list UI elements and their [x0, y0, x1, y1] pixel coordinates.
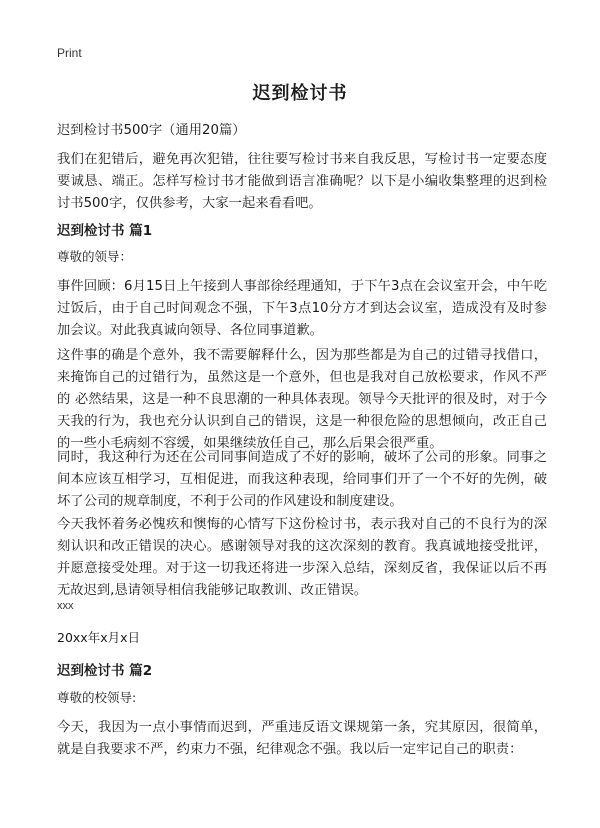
paragraph-2: 这件事的确是个意外，我不需要解释什么，因为那些都是为自己的过错寻找借口，来掩饰自己的过错行为，虽然这是一个意外，但也是我对自己放松要求，作风不严的 必然结果，这是一种不良思潮的一种具体表现。领导今天批评的很及时，对于今天我的行为，我也充分认识到自己的错误，这是一种很危险的思想倾向，改正自己的一些小毛病刻不容缓，如果继续放任自己，那么后果会很严重。	[57, 348, 547, 451]
signature: xxx	[57, 600, 74, 612]
document-title: 迟到检讨书	[252, 83, 348, 104]
paragraph-5: 今天，我因为一点小事情而迟到，严重违反语文课规第一条，究其原因，很简单，就是自我要求不严，约束力不强，纪律观念不强。我以后一定牢记自己的职责：	[57, 720, 547, 757]
salutation-2: 尊敬的校领导:	[57, 690, 137, 705]
paragraph-4: 今天我怀着务必愧疚和懊悔的心情写下这份检讨书，表示我对自己的不良行为的深刻认识和改正错误的决心。感谢领导对我的这次深刻的教育。我真诚地接受批评，并愿意接受处理。对于这一切我还将进一步深入总结，深刻反省，我保证以后不再无故迟到,恳请领导相信我能够记取教训、改正错误。	[57, 517, 547, 598]
document-subtitle: 迟到检讨书500字（通用20篇）	[57, 123, 246, 138]
section-heading-2: 迟到检讨书 篇2	[57, 663, 153, 679]
salutation-1: 尊敬的领导：	[57, 249, 133, 264]
intro-paragraph: 我们在犯错后，避免再次犯错，往往要写检讨书来自我反思，写检讨书一定要态度要诚恳、端正。怎样写检讨书才能做到语言准确呢？以下是小编收集整理的迟到检讨书500字，仅供参考，大家一起来看看吧。	[57, 152, 547, 211]
paragraph-1: 事件回顾：6月15日上午接到人事部徐经理通知，于下午3点在会议室开会，中午吃过饭后，由于自己时间观念不强，下午3点10分方才到达会议室，造成没有及时参加会议。对此我真诚向领导、各位同事道歉。	[57, 279, 547, 338]
section-heading-1: 迟到检讨书 篇1	[57, 223, 153, 239]
print-label: Print	[57, 46, 82, 60]
date: 20xx年x月x日	[57, 630, 140, 645]
paragraph-3: 同时，我这种行为还在公司同事间造成了不好的影响，破坏了公司的形象。同事之间本应该互相学习，互相促进，而我这种表现，给同事们开了一个不好的先例，破坏了公司的规章制度，不利于公司的作风建设和制度建设。	[57, 450, 547, 509]
